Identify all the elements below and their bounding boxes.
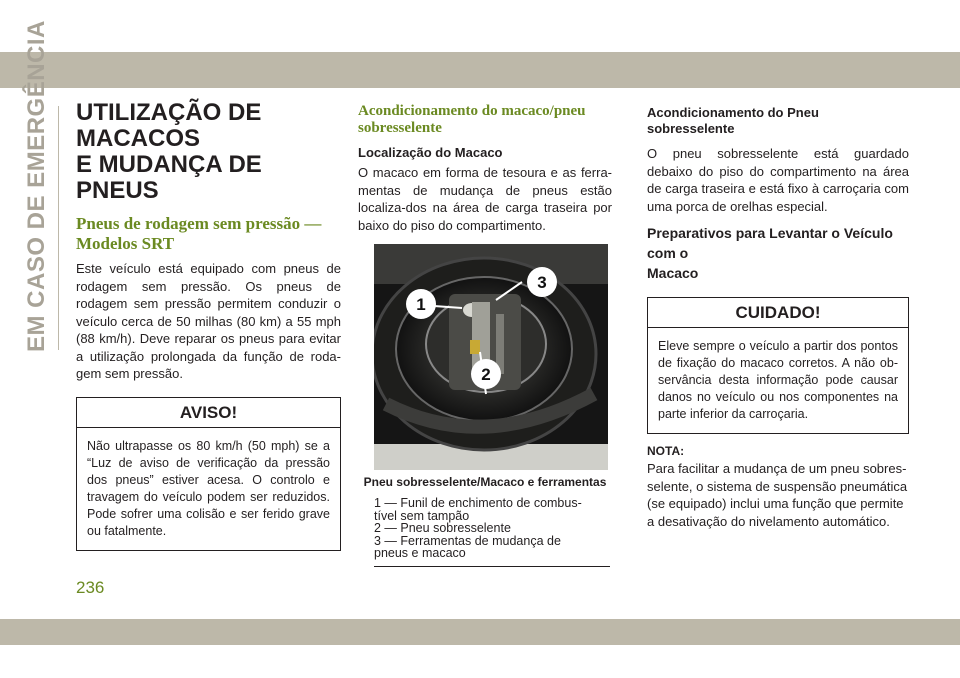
callout-1: 1 xyxy=(416,295,426,314)
jacking-prep-heading-line1: Preparativos para Levantar o Veículo com o xyxy=(647,225,893,261)
caution-box xyxy=(647,297,909,434)
note-label: NOTA: xyxy=(647,444,685,458)
srt-body: Este veículo está equipado com pneus de rodagem sem pressão. Os pneus de rodagem sem pressão permitem conduzir o veículo cerca de 50 milhas (80 km) a 55 mph (88 km/h). Deve reparar os pneus para evitar a utilização prolongada da função de roda-gem sem pressão. xyxy=(76,261,341,381)
spare-tire-photo xyxy=(374,244,608,470)
caution-body: Eleve sempre o veículo a partir dos pontos de fixação do macaco corretos. A não ob-servância desta informação pode causar danos no veículo ou nos componentes na parte inferior da carroçaria. xyxy=(658,339,898,421)
page-title-line1: UTILIZAÇÃO DE MACACOS xyxy=(76,99,262,152)
jacking-prep-heading xyxy=(647,223,909,283)
srt-subtitle: Pneus de rodagem sem pressão — Modelos SRT xyxy=(76,214,322,253)
note-body: Para facilitar a mudança de um pneu sobres-selente, o sistema de suspensão pneumática (se equipado) inclui uma função que permite a desativação do nivelamento automático. xyxy=(647,461,908,529)
column-1 xyxy=(76,100,341,551)
photo-legend xyxy=(374,497,612,560)
page-title xyxy=(76,100,341,204)
column-2 xyxy=(358,100,612,567)
photo-caption: Pneu sobresselente/Macaco e ferramentas xyxy=(363,475,607,489)
legend-divider xyxy=(374,566,610,567)
spare-storage-heading: Acondicionamento do Pneu sobresselente xyxy=(647,105,819,136)
warning-title: AVISO! xyxy=(77,398,340,428)
legend-line: 1 — Funil de enchimento de combus- xyxy=(374,496,582,510)
jack-storage-heading: Acondicionamento do macaco/pneu sobresselente xyxy=(358,103,586,136)
legend-line: 3 — Ferramentas de mudança de xyxy=(374,533,561,548)
section-tab: EM CASO DE EMERGÊNCIA xyxy=(23,20,50,352)
callout-3: 3 xyxy=(537,273,547,292)
jacking-prep-heading-line2: Macaco xyxy=(647,265,699,281)
warning-body: Não ultrapasse os 80 km/h (50 mph) se a “Luz de aviso de verificação da pressão dos pneus” estiver acesa. O controlo e travagem do veículo podem ser reduzidos. Pode sofrer uma colisão e ser ferido grave ou fatalmente. xyxy=(87,438,330,538)
caution-title: CUIDADO! xyxy=(648,298,908,328)
page-number: 236 xyxy=(76,578,105,597)
jack-location-heading: Localização do Macaco xyxy=(358,145,503,160)
callout-2: 2 xyxy=(481,365,491,384)
spare-storage-body: O pneu sobresselente está guardado debaixo do piso do compartimento na área de carga traseira e está fixo à carroçaria com uma porca de orelhas especial. xyxy=(647,146,909,214)
jack-location-body: O macaco em forma de tesoura e as ferra-mentas de mudança de pneus estão localiza-dos na área de carga traseira por baixo do piso do compartimento. xyxy=(358,165,612,233)
footer-band xyxy=(0,619,960,645)
header-band xyxy=(0,52,960,88)
legend-line: 2 — Pneu sobresselente xyxy=(374,521,511,535)
column-3 xyxy=(647,100,909,538)
section-tab-rule xyxy=(58,106,59,350)
legend-line: pneus e macaco xyxy=(374,546,466,560)
warning-box xyxy=(76,397,341,551)
page-title-line2: E MUDANÇA DE PNEUS xyxy=(76,151,262,204)
legend-line: tível sem tampão xyxy=(374,508,470,523)
